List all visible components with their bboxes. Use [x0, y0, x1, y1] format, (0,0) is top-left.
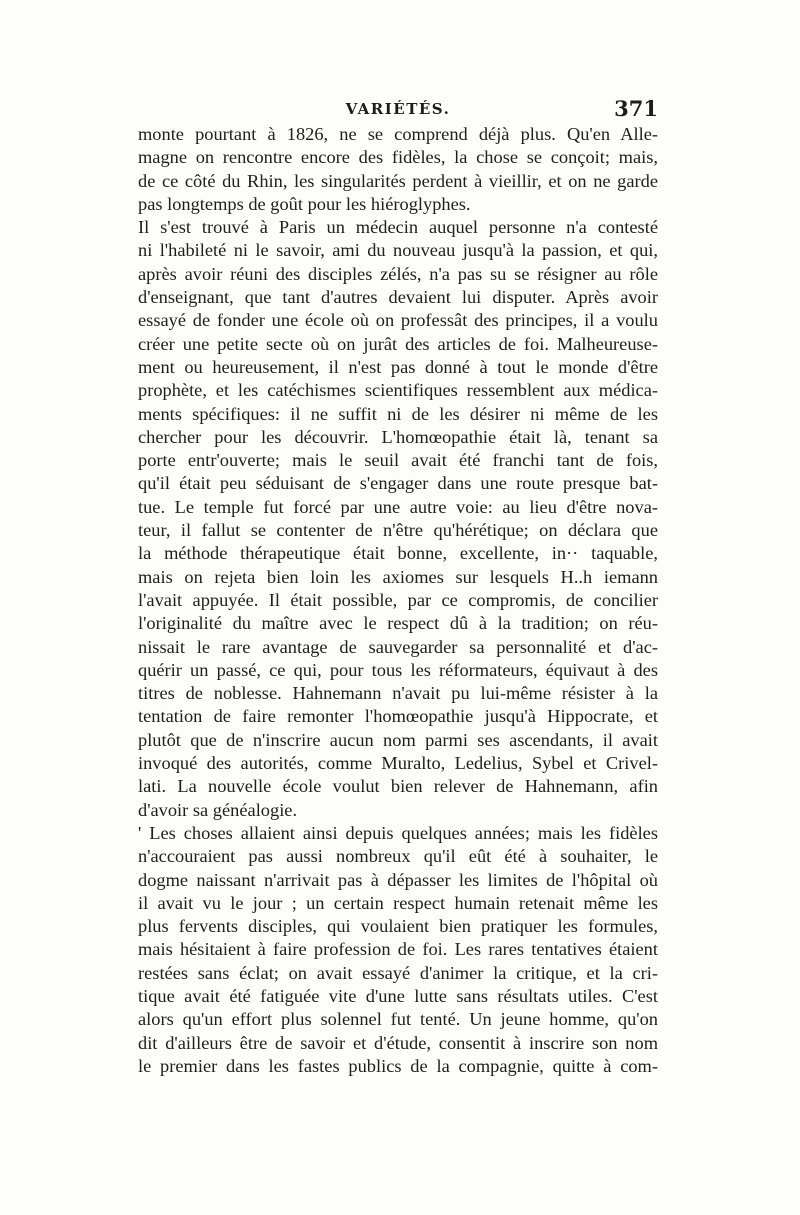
text-line: la méthode thérapeutique était bonne, excellente, in·· taquable,	[138, 543, 658, 564]
paragraph	[138, 216, 658, 822]
text-line: qu'il était peu séduisant de s'engager dans une route presque bat-	[138, 473, 658, 494]
text-line: l'avait appuyée. Il était possible, par ce compromis, de concilier	[138, 589, 658, 610]
paragraph	[138, 123, 658, 216]
text-line: alors qu'un effort plus solennel fut tenté. Un jeune homme, qu'on	[138, 1009, 658, 1030]
text-line: mais on rejeta bien loin les axiomes sur lesquels H..h iemann	[138, 566, 658, 587]
running-title: VARIÉTÉS.	[345, 100, 451, 118]
text-line: d'avoir sa généalogie.	[138, 799, 298, 820]
text-line: n'accouraient pas aussi nombreux qu'il eût été à souhaiter, le	[138, 846, 658, 867]
text-line: ment ou heureusement, il n'est pas donné à tout le monde d'être	[138, 356, 658, 377]
text-line: ' Les choses allaient ainsi depuis quelques années; mais les fidèles	[138, 822, 658, 843]
text-line: l'originalité du maître avec le respect dû à la tradition; on réu-	[138, 613, 658, 634]
paragraph	[138, 822, 658, 1078]
text-line: magne on rencontre encore des fidèles, la chose se conçoit; mais,	[138, 147, 658, 168]
text-line: chercher pour les découvrir. L'homœopathie était là, tenant sa	[138, 426, 658, 447]
text-line: ni l'habileté ni le savoir, ami du nouveau jusqu'à la passion, et qui,	[138, 240, 658, 261]
text-line: il avait vu le jour ; un certain respect humain retenait même les	[138, 892, 658, 913]
text-line: lati. La nouvelle école voulut bien relever de Hahnemann, afin	[138, 776, 658, 797]
text-line: teur, il fallut se contenter de n'être qu'hérétique; on déclara que	[138, 520, 658, 541]
text-line: pas longtemps de goût pour les hiéroglyphes.	[138, 193, 471, 214]
text-line: porte entr'ouverte; mais le seuil avait été franchi tant de fois,	[138, 450, 658, 471]
text-line: essayé de fonder une école où on professât des principes, il a voulu	[138, 310, 658, 331]
page-header	[138, 96, 658, 126]
text-line: tentation de faire remonter l'homœopathie jusqu'à Hippocrate, et	[138, 706, 658, 727]
text-line: dogme naissant n'arrivait pas à dépasser les limites de l'hôpital où	[138, 869, 658, 890]
text-line: prophète, et les catéchismes scientifiques ressemblent aux médica-	[138, 380, 658, 401]
text-line: titres de noblesse. Hahnemann n'avait pu lui-même résister à la	[138, 683, 658, 704]
text-line: d'enseignant, que tant d'autres devaient lui disputer. Après avoir	[138, 287, 658, 308]
text-line: tique avait été fatiguée vite d'une lutte sans résultats utiles. C'est	[138, 985, 658, 1006]
text-line: plutôt que de n'inscrire aucun nom parmi ses ascendants, il avait	[138, 729, 658, 750]
text-line: après avoir réuni des disciples zélés, n'a pas su se résigner au rôle	[138, 263, 658, 284]
text-line: invoqué des autorités, comme Muralto, Ledelius, Sybel et Crivel-	[138, 753, 658, 774]
text-line: tue. Le temple fut forcé par une autre voie: au lieu d'être nova-	[138, 496, 658, 517]
text-line: monte pourtant à 1826, ne se comprend déjà plus. Qu'en Alle-	[138, 124, 658, 144]
body-text	[138, 123, 658, 1078]
page-number: 371	[614, 96, 658, 121]
text-line: restées sans éclat; on avait essayé d'animer la critique, et la cri-	[138, 962, 658, 983]
text-line: nissait le rare avantage de sauvegarder sa personnalité et d'ac-	[138, 636, 658, 657]
text-line: de ce côté du Rhin, les singularités perdent à vieillir, et on ne garde	[138, 170, 658, 191]
text-line: Il s'est trouvé à Paris un médecin auquel personne n'a contesté	[138, 217, 658, 238]
text-line: dit d'ailleurs être de savoir et d'étude, consentit à inscrire son nom	[138, 1032, 658, 1053]
text-line: plus fervents disciples, qui voulaient bien pratiquer les formules,	[138, 916, 658, 937]
text-line: créer une petite secte où on jurât des articles de foi. Malheureuse-	[138, 333, 658, 354]
text-line: mais hésitaient à faire profession de foi. Les rares tentatives étaient	[138, 939, 658, 960]
text-line: quérir un passé, ce qui, pour tous les réformateurs, équivaut à des	[138, 659, 658, 680]
text-line: ments spécifiques: il ne suffit ni de les désirer ni même de les	[138, 403, 658, 424]
text-line: le premier dans les fastes publics de la compagnie, quitte à com-	[138, 1055, 658, 1076]
